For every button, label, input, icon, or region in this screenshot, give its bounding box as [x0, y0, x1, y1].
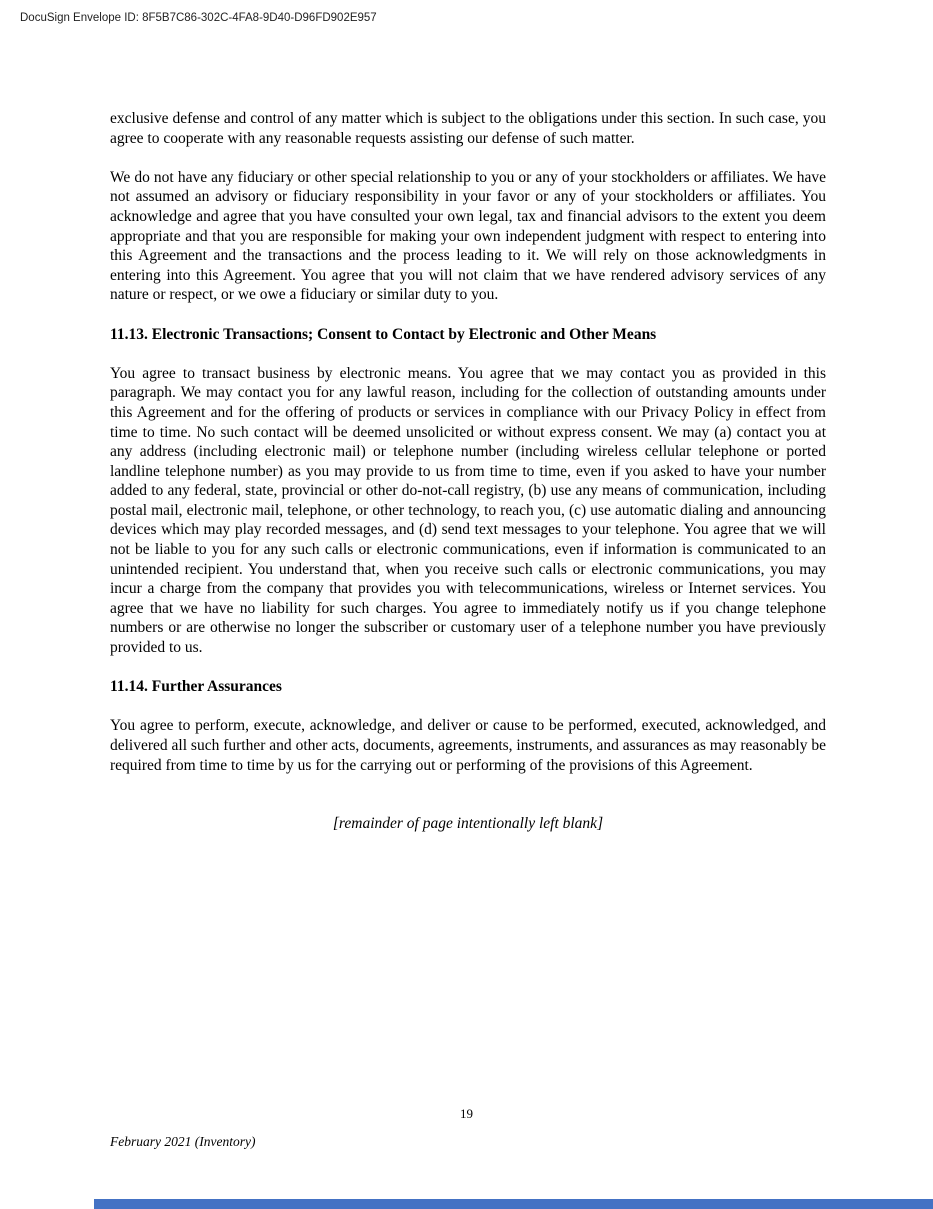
- footer-date-note: February 2021 (Inventory): [110, 1134, 256, 1149]
- paragraph-electronic-transactions: You agree to transact business by electronic means. You agree that we may contact you as provided in this paragraph. We may contact you for any lawful reason, including for the collection of outstanding amounts under this Agreement and for the offering of products or services in compliance with our Privacy Policy in effect from time to time. No such contact will be deemed unsolicited or without express consent. We may (a) contact you at any address (including electronic mail) or telephone number (including wireless cellular telephone or ported landline telephone number) as you may provide to us from time to time, even if you asked to have your number added to any federal, state, provincial or other do-not-call registry, (b) use any means of communication, including postal mail, electronic mail, telephone, or other technology, to reach you, (c) use automatic dialing and announcing devices which may play recorded messages, and (d) send text messages to your telephone. You agree that we will not be liable to you for any such calls or electronic communications, even if information is communicated to an unintended recipient. You understand that, when you receive such calls or electronic communications, you may incur a charge from the company that provides you with telecommunications, wireless or Internet services. You agree that we have no liability for such charges. You agree to immediately notify us if you change telephone numbers or are otherwise no longer the subscriber or customary user of a telephone number you have previously provided to us.: [110, 364, 826, 657]
- paragraph-defense-control: exclusive defense and control of any matter which is subject to the obligations under this section. In such case, you agree to cooperate with any reasonable requests assisting our defense of such matter.: [110, 110, 826, 147]
- section-heading-11-13: 11.13. Electronic Transactions; Consent to Contact by Electronic and Other Means: [110, 325, 657, 343]
- bottom-accent-bar: [94, 1199, 933, 1209]
- remainder-of-page-note: [remainder of page intentionally left blank]: [332, 815, 604, 833]
- paragraph-fiduciary-disclaimer: We do not have any fiduciary or other special relationship to you or any of your stockholders or affiliates. We have not assumed an advisory or fiduciary responsibility in your favor or any of your stockholders or affiliates. You acknowledge and agree that you have consulted your own legal, tax and financial advisors to the extent you deem appropriate and that you are responsible for making your own independent judgment with respect to entering into this Agreement and the transactions and the process leading to it. We will rely on those acknowledgments in entering into this Agreement. You agree that you will not claim that we have rendered advisory services of any nature or respect, or we owe a fiduciary or similar duty to you.: [110, 168, 826, 304]
- document-body: [110, 109, 826, 834]
- docusign-envelope-id-header: DocuSign Envelope ID: 8F5B7C86-302C-4FA8-9D40-D96FD902E957: [20, 12, 377, 24]
- page-number: 19: [460, 1106, 473, 1121]
- paragraph-further-assurances: You agree to perform, execute, acknowledge, and deliver or cause to be performed, executed, acknowledged, and delivered all such further and other acts, documents, agreements, instruments, and assurances as may reasonably be required from time to time by us for the carrying out or performing of the provisions of this Agreement.: [110, 717, 826, 774]
- section-heading-11-14: 11.14. Further Assurances: [110, 678, 282, 696]
